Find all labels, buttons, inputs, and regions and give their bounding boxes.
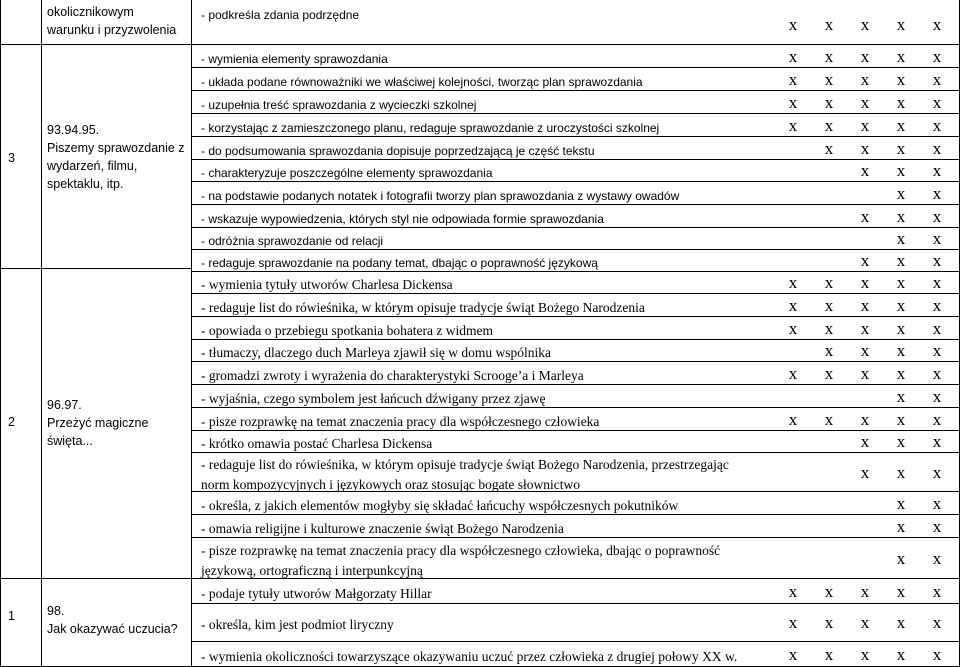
lesson-topic-line: wydarzeń, filmu, [47,159,138,173]
requirement-text: - krótko omawia postać Charlesa Dickensa [201,436,433,451]
grade-mark-x: x [896,548,906,568]
requirement-text: norm kompozycyjnych i językowych oraz stosując bogate słownictwo [201,476,581,492]
section-divider [0,44,192,45]
grade-mark-x: x [896,251,906,270]
requirement-text: - wymienia elementy sprawozdania [201,51,388,66]
grade-mark-x: x [932,15,942,34]
requirement-text: - uzupełnia treść sprawozdania z wycieczki szkolnej [201,97,477,112]
grade-mark-x: x [896,462,906,482]
grade-mark-x: x [860,206,870,226]
grade-mark-x: x [932,581,942,601]
section-number: 1 [8,609,15,623]
grade-mark-x: x [932,138,942,158]
row-divider [191,361,960,362]
grade-mark-x: x [788,69,798,89]
row-divider [191,67,960,68]
row-divider [191,136,960,137]
grade-mark-x: x [896,409,906,429]
grade-mark-x: x [860,613,870,632]
grade-mark-x: x [788,581,798,601]
grade-mark-x: x [896,363,906,383]
grade-mark-x: x [896,229,906,248]
grade-mark-x: x [788,409,798,429]
grade-mark-x: x [932,183,942,203]
grade-mark-x: x [788,613,798,632]
grade-mark-x: x [896,295,906,315]
grade-mark-x: x [896,161,906,180]
grade-mark-x: x [932,644,942,664]
lesson-topic-line: święta... [47,434,93,448]
requirement-text: - określa, kim jest podmiot liryczny [201,617,394,632]
grade-mark-x: x [896,613,906,632]
requirement-text: - redaguje list do rówieśnika, w którym opisuje tradycje świąt Bożego Narodzenia, przestrzegając [201,456,729,472]
row-divider [191,90,960,91]
grade-mark-x: x [896,516,906,536]
grade-mark-x: x [824,581,834,601]
row-divider [191,271,960,272]
grade-mark-x: x [824,644,834,664]
grade-mark-x: x [860,273,870,292]
column-divider [41,0,42,667]
section-divider [0,578,192,579]
grade-mark-x: x [860,581,870,601]
grade-mark-x: x [896,493,906,513]
requirement-text: - korzystając z zamieszczonego planu, redaguje sprawozdanie z uroczystości szkolnej [201,120,660,135]
grade-mark-x: x [932,409,942,429]
grade-mark-x: x [860,462,870,482]
grade-mark-x: x [824,613,834,632]
lesson-topic-line: Jak okazywać uczucia? [47,622,178,636]
requirement-text: - redaguje sprawozdanie na podany temat, dbając o poprawność językową [201,256,598,270]
grade-mark-x: x [932,386,942,406]
grade-mark-x: x [860,115,870,135]
grade-mark-x: x [824,273,834,292]
requirement-text: językową, ortograficzną i interpunkcyjną [201,562,423,578]
grade-mark-x: x [788,644,798,664]
grade-mark-x: x [824,409,834,429]
grade-mark-x: x [932,46,942,66]
lesson-topic-line: okolicznikowym [47,5,134,19]
grade-mark-x: x [896,273,906,292]
grade-mark-x: x [860,15,870,34]
grade-mark-x: x [896,115,906,135]
requirement-text: - gromadzi zwroty i wyrażenia do charakterystyki Scrooge’a i Marleya [201,367,584,383]
row-divider [191,430,960,431]
grade-mark-x: x [860,295,870,315]
row-divider [191,249,960,250]
grade-mark-x: x [860,92,870,112]
grade-mark-x: x [896,92,906,112]
grade-mark-x: x [788,363,798,383]
row-divider [191,227,960,228]
grade-mark-x: x [860,341,870,360]
grade-mark-x: x [824,15,834,34]
requirement-text: - określa, z jakich elementów mogłyby się składać łańcuchy współczesnych pokutników [201,497,679,513]
row-divider [191,491,960,492]
grade-mark-x: x [860,432,870,451]
lesson-topic-line: Przeżyć magiczne [47,416,149,430]
grade-mark-x: x [896,318,906,338]
grade-mark-x: x [932,432,942,451]
requirement-text: - charakteryzuje poszczególne elementy sprawozdania [201,166,493,180]
grade-mark-x: x [896,69,906,89]
row-divider [191,407,960,408]
lesson-topic-line: Piszemy sprawozdanie z [47,141,185,155]
section-number: 3 [8,151,15,165]
requirement-text: - wymienia okoliczności towarzyszące okazywaniu uczuć przez człowieka z drugiej połowy XX w. [201,648,738,664]
section-divider [0,268,192,269]
grade-mark-x: x [932,363,942,383]
grade-mark-x: x [932,69,942,89]
grade-mark-x: x [896,581,906,601]
row-divider [191,537,960,538]
lesson-topic-line: 96.97. [47,398,82,412]
grade-mark-x: x [788,318,798,338]
lesson-topic-line: spektaklu, itp. [47,177,124,191]
row-divider [191,204,960,205]
grade-mark-x: x [860,138,870,158]
grade-mark-x: x [824,138,834,158]
grade-mark-x: x [932,92,942,112]
row-divider [191,578,960,579]
grade-mark-x: x [788,295,798,315]
grade-mark-x: x [932,493,942,513]
requirement-text: - układa podane równoważniki we właściwej kolejności, tworząc plan sprawozdania [201,74,643,89]
grade-mark-x: x [860,251,870,270]
row-divider [191,452,960,453]
lesson-topic-line: warunku i przyzwolenia [47,23,177,37]
grade-mark-x: x [896,138,906,158]
grade-mark-x: x [932,251,942,270]
grade-mark-x: x [896,206,906,226]
grade-mark-x: x [932,318,942,338]
row-divider [191,44,960,45]
grade-mark-x: x [896,386,906,406]
grade-mark-x: x [896,46,906,66]
grade-mark-x: x [896,432,906,451]
grade-mark-x: x [824,46,834,66]
section-number: 2 [8,415,15,429]
grade-mark-x: x [932,341,942,360]
grade-mark-x: x [788,15,798,34]
grade-mark-x: x [932,295,942,315]
grade-mark-x: x [824,69,834,89]
grade-mark-x: x [932,613,942,632]
requirement-text: - podkreśla zdania podrzędne [201,8,360,22]
row-divider [191,384,960,385]
grade-mark-x: x [896,644,906,664]
grade-mark-x: x [824,318,834,338]
requirement-text: - wyjaśnia, czego symbolem jest łańcuch dźwigany przez zjawę [201,390,546,406]
requirement-text: - redaguje list do rówieśnika, w którym opisuje tradycje świąt Bożego Narodzenia [201,299,645,315]
grade-mark-x: x [860,363,870,383]
row-divider [191,159,960,160]
table-border [0,0,1,667]
row-divider [191,181,960,182]
grade-mark-x: x [824,295,834,315]
row-divider [191,641,960,642]
row-divider [191,113,960,114]
grade-mark-x: x [932,273,942,292]
grade-mark-x: x [824,92,834,112]
row-divider [191,339,960,340]
grade-mark-x: x [860,161,870,180]
requirement-text: - omawia religijne i kulturowe znaczenie świąt Bożego Narodzenia [201,520,564,536]
requirement-text: - podaje tytuły utworów Małgorzaty Hillar [201,585,432,601]
grade-mark-x: x [860,46,870,66]
column-divider [191,0,192,667]
grade-mark-x: x [824,363,834,383]
grade-mark-x: x [860,318,870,338]
grade-mark-x: x [860,69,870,89]
requirement-text: - wskazuje wypowiedzenia, których styl nie odpowiada formie sprawozdania [201,211,604,226]
requirement-text: - do podsumowania sprawozdania dopisuje poprzedzającą je część tekstu [201,143,595,158]
grade-mark-x: x [824,341,834,360]
grade-mark-x: x [932,229,942,248]
grade-mark-x: x [932,462,942,482]
grade-mark-x: x [788,92,798,112]
grade-mark-x: x [932,206,942,226]
requirement-text: - odróżnia sprawozdanie od relacji [201,234,384,248]
grade-mark-x: x [932,115,942,135]
grade-mark-x: x [896,15,906,34]
grade-mark-x: x [788,273,798,292]
grade-mark-x: x [788,115,798,135]
row-divider [191,293,960,294]
grade-mark-x: x [932,548,942,568]
row-divider [191,316,960,317]
row-divider [191,603,960,604]
requirement-text: - pisze rozprawkę na temat znaczenia pracy dla współczesnego człowieka [201,413,600,429]
requirement-text: - na podstawie podanych notatek i fotografii tworzy plan sprawozdania z wystawy owadów [201,188,680,203]
grade-mark-x: x [932,516,942,536]
requirement-text: - wymienia tytuły utworów Charlesa Dickensa [201,277,453,292]
grade-mark-x: x [896,183,906,203]
grade-mark-x: x [932,161,942,180]
requirement-text: - opowiada o przebiegu spotkania bohatera z widmem [201,322,494,338]
grade-mark-x: x [788,46,798,66]
grade-mark-x: x [860,409,870,429]
requirement-text: - tłumaczy, dlaczego duch Marleya zjawił się w domu wspólnika [201,345,552,360]
grade-mark-x: x [896,341,906,360]
row-divider [191,514,960,515]
lesson-topic-line: 98. [47,604,65,618]
grade-mark-x: x [860,644,870,664]
grade-mark-x: x [824,115,834,135]
requirement-text: - pisze rozprawkę na temat znaczenia pracy dla współczesnego człowieka, dbając o poprawność [201,542,721,558]
lesson-topic-line: 93.94.95. [47,123,100,137]
